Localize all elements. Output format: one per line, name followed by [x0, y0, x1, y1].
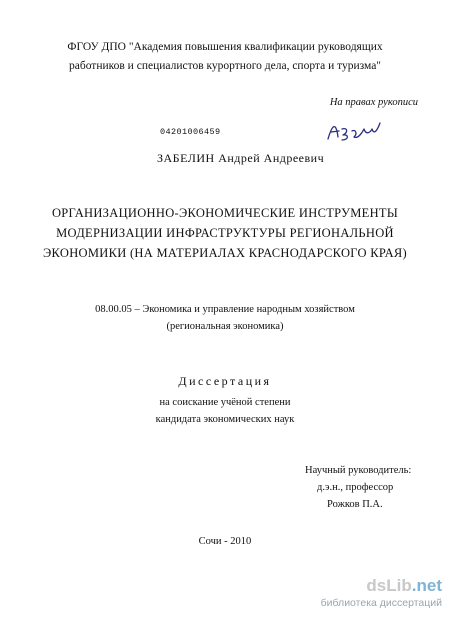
- advisor-title: д.э.н., профессор: [317, 482, 394, 493]
- manuscript-note: На правах рукописи: [329, 97, 418, 108]
- degree-line-2: кандидата экономических наук: [155, 414, 295, 425]
- specialty-line-2: (региональная экономика): [166, 321, 284, 332]
- specialty-line-1: 08.00.05 – Экономика и управление народным хозяйством: [95, 304, 355, 315]
- watermark-subtitle: библиотека диссертаций: [320, 597, 442, 609]
- advisor-name: Рожков П.А.: [327, 499, 383, 510]
- stamp-number: 04201006459: [160, 127, 221, 137]
- title-line-3: ЭКОНОМИКИ (НА МАТЕРИАЛАХ КРАСНОДАРСКОГО КРАЯ): [42, 246, 407, 260]
- watermark-logo-tld: .net: [411, 576, 442, 595]
- author-name: ЗАБЕЛИН Андрей Андреевич: [157, 151, 325, 165]
- institution-line-2: работников и специалистов курортного дела, спорта и туризма": [68, 60, 382, 72]
- watermark-logo: [321, 576, 442, 596]
- watermark: [321, 576, 442, 609]
- degree-line-1: на соискание учёной степени: [159, 397, 291, 408]
- handwritten-signature: [322, 117, 386, 145]
- document-type: Диссертация: [178, 374, 272, 388]
- advisor-label: Научный руководитель:: [305, 465, 412, 476]
- city-year: Сочи - 2010: [198, 536, 252, 547]
- title-line-1: ОРГАНИЗАЦИОННО-ЭКОНОМИЧЕСКИЕ ИНСТРУМЕНТЫ: [51, 206, 399, 220]
- watermark-logo-main: dsLib: [366, 576, 412, 595]
- institution-line-1: ФГОУ ДПО "Академия повышения квалификации руководящих: [67, 41, 383, 53]
- title-line-2: МОДЕРНИЗАЦИИ ИНФРАСТРУКТУРЫ РЕГИОНАЛЬНОЙ: [56, 226, 394, 240]
